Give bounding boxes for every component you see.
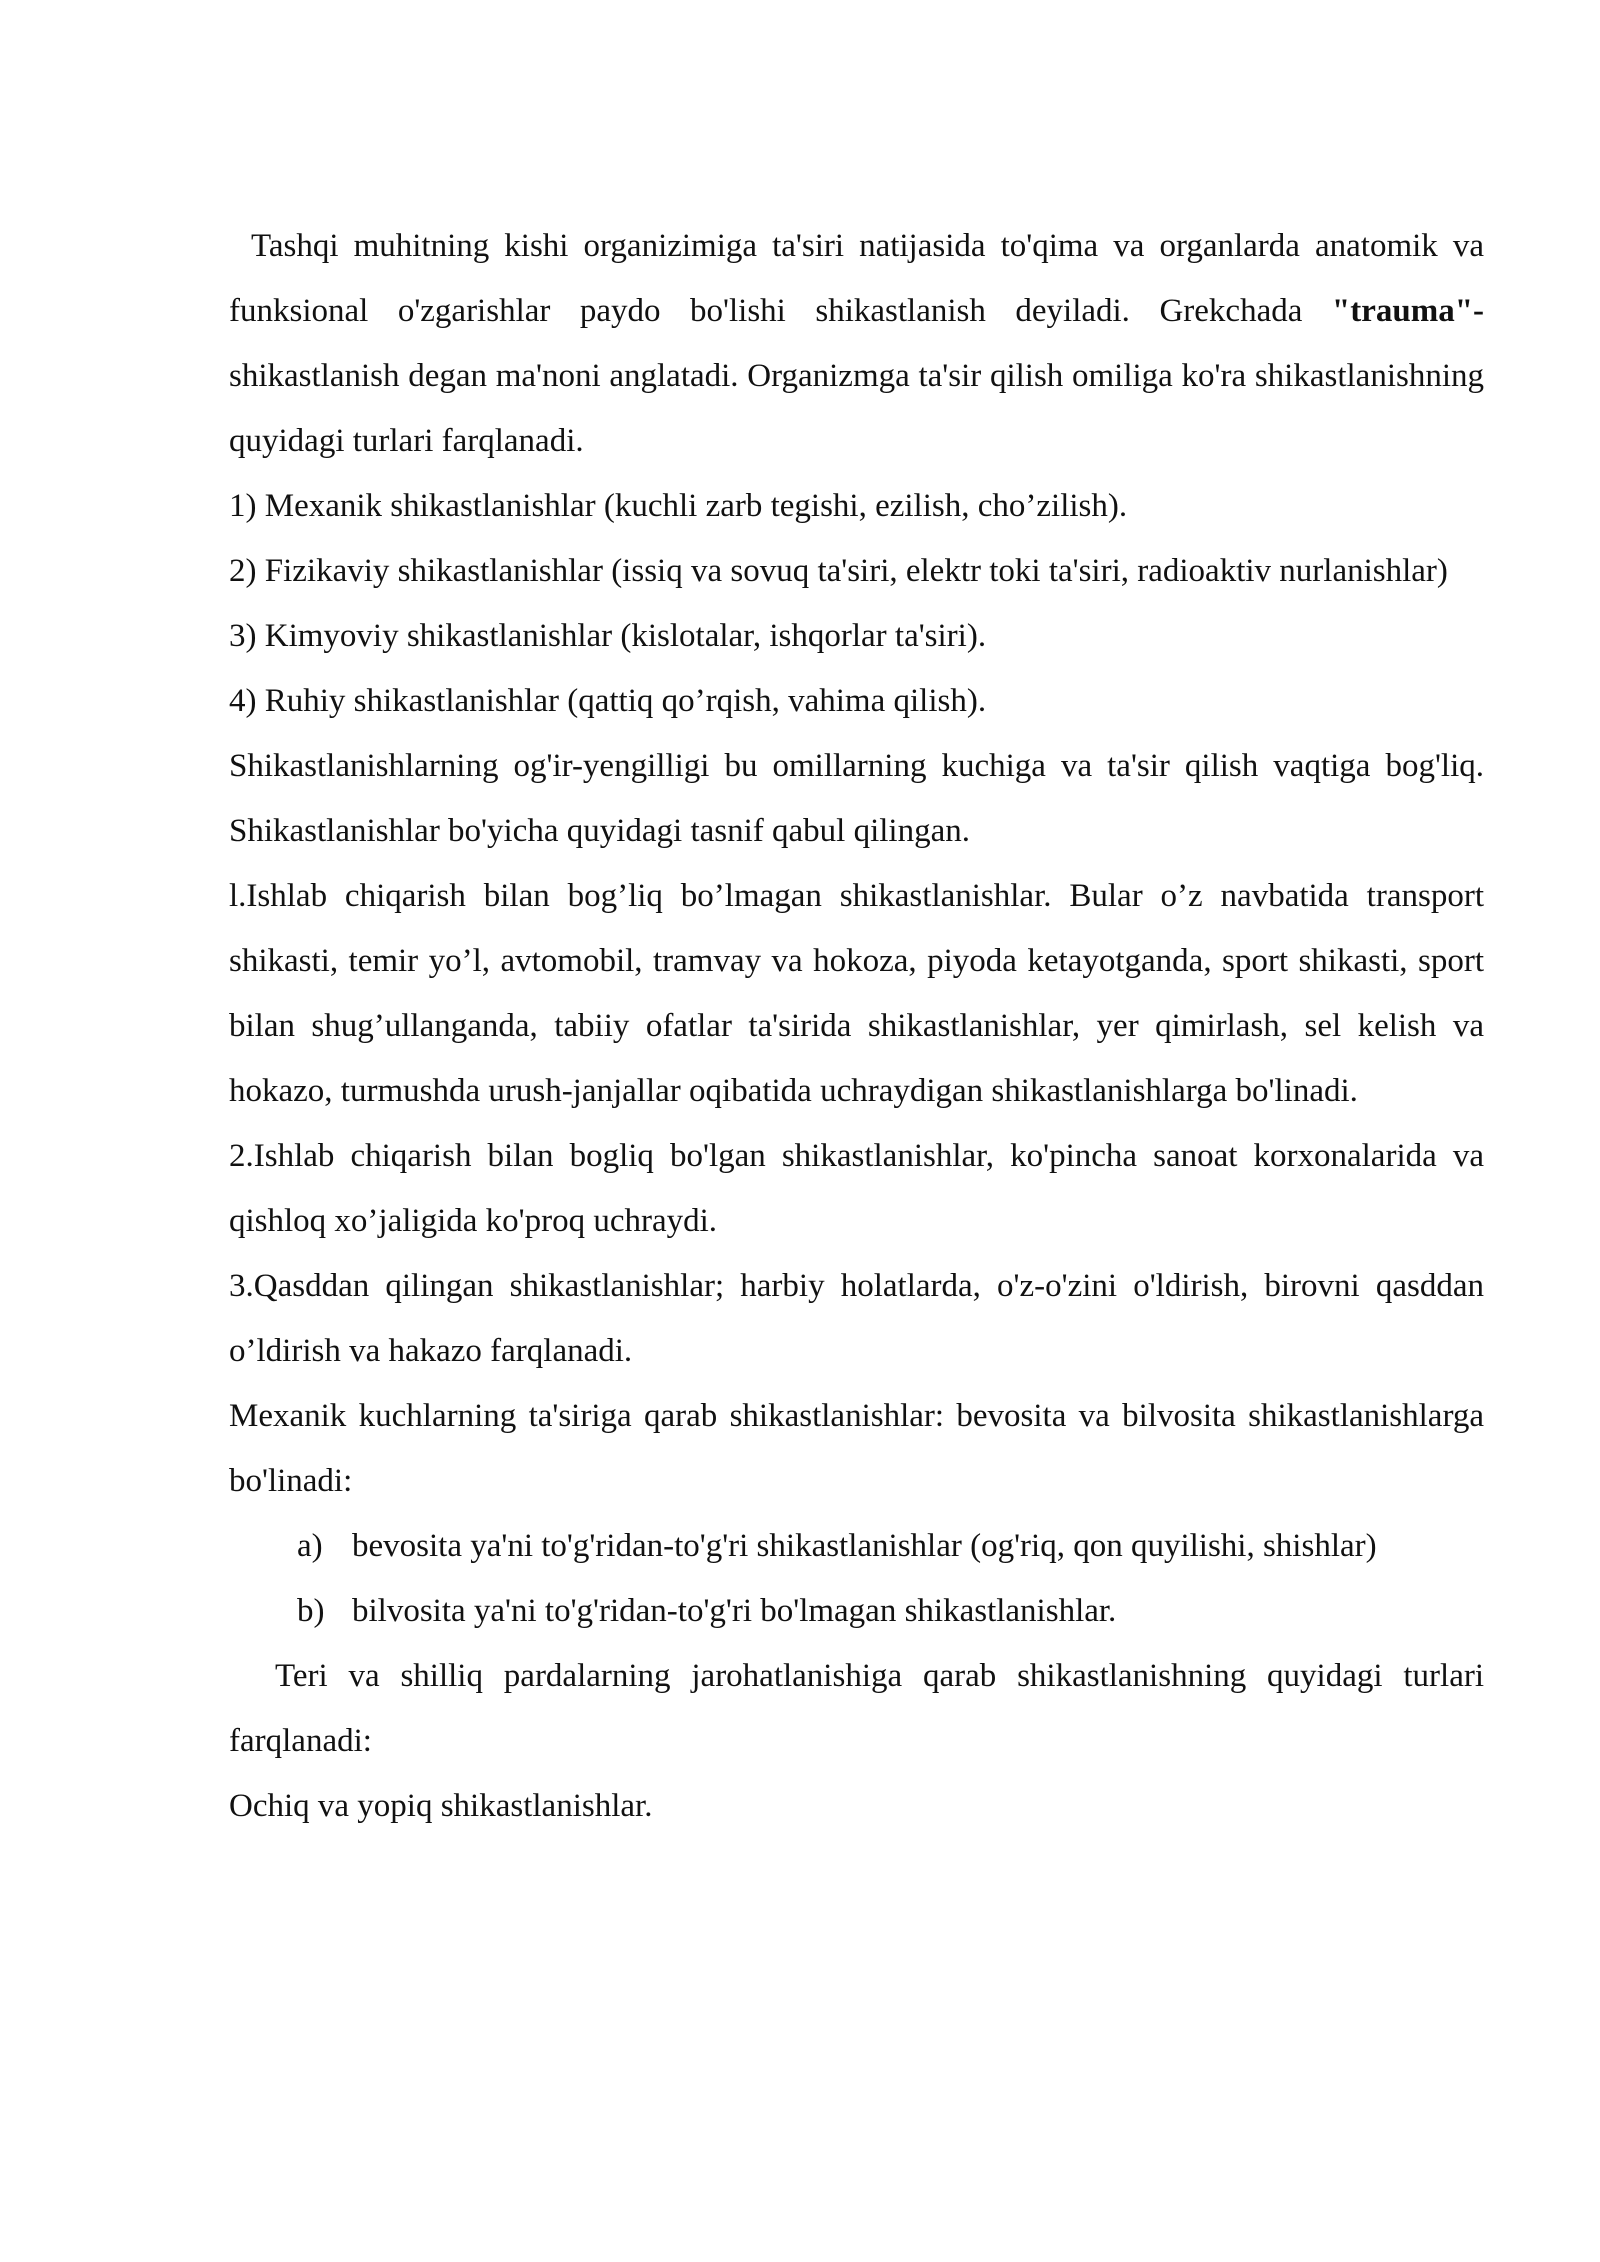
intro-paragraph: [229, 214, 1484, 474]
mechanical-list-item-b: [229, 1579, 1484, 1644]
type-item-2: 2) Fizikaviy shikastlanishlar (issiq va sovuq ta'siri, elektr toki ta'siri, radioaktiv nurlanishlar): [229, 553, 1448, 589]
document-page: [229, 214, 1484, 1839]
list-marker-a: a): [297, 1528, 323, 1564]
type-item-1: 1) Mexanik shikastlanishlar (kuchli zarb tegishi, ezilish, cho’zilish).: [229, 488, 1128, 524]
severity-paragraph: Shikastlanishlarning og'ir-yengilligi bu omillarning kuchiga va ta'sir qilish vaqtiga bog'liq. Shikastlanishlar bo'yicha quyidagi tasnif qabul qilingan.: [229, 748, 1484, 849]
mechanical-list-item-a: [229, 1514, 1484, 1579]
intro-text-end: shikastlanish degan ma'noni anglatadi. Organizmga ta'sir qilish omiliga ko'ra shikastlanishning quyidagi turlari farqlanadi.: [229, 358, 1484, 459]
type-item-3: 3) Kimyoviy shikastlanishlar (kislotalar, ishqorlar ta'siri).: [229, 618, 987, 654]
classification-item-2: 2.Ishlab chiqarish bilan bogliq bo'lgan shikastlanishlar, ko'pincha sanoat korxonalarida va qishloq xo’jaligida ko'proq uchraydi.: [229, 1138, 1484, 1239]
skin-paragraph: Teri va shilliq pardalarning jarohatlanishiga qarab shikastlanishning quyidagi turlari farqlanadi:: [229, 1658, 1484, 1759]
closing-line: Ochiq va yopiq shikastlanishlar.: [229, 1788, 653, 1824]
classification-item-3: 3.Qasddan qilingan shikastlanishlar; harbiy holatlarda, o'z-o'zini o'ldirish, birovni qasddan o’ldirish va hakazo farqlanadi.: [229, 1268, 1484, 1369]
list-text-b: bilvosita ya'ni to'g'ridan-to'g'ri bo'lmagan shikastlanishlar.: [352, 1593, 1117, 1629]
mechanical-paragraph: Mexanik kuchlarning ta'siriga qarab shikastlanishlar: bevosita va bilvosita shikastlanishlarga bo'linadi:: [229, 1398, 1484, 1499]
intro-text-start: Tashqi muhitning kishi organizimiga ta'siri natijasida to'qima va organlarda anatomik va funksional o'zgarishlar paydo bo'lishi shikastlanish deyiladi. Grekchada: [229, 228, 1484, 329]
trauma-term: "trauma"-: [1331, 293, 1484, 329]
list-marker-b: b): [297, 1593, 325, 1629]
classification-item-1: l.Ishlab chiqarish bilan bog’liq bo’lmagan shikastlanishlar. Bular o’z navbatida transport shikasti, temir yo’l, avtomobil, tramvay va hokoza, piyoda ketayotganda, sport shikasti, sport bilan shug’ullanganda, tabiiy ofatlar ta'sirida shikastlanishlar, yer qimirlash, sel kelish va hokazo, turmushda urush-janjallar oqibatida uchraydigan shikastlanishlarga bo'linadi.: [229, 878, 1484, 1109]
type-item-4: 4) Ruhiy shikastlanishlar (qattiq qo’rqish, vahima qilish).: [229, 683, 987, 719]
list-text-a: bevosita ya'ni to'g'ridan-to'g'ri shikastlanishlar (og'riq, qon quyilishi, shishlar): [352, 1528, 1377, 1564]
